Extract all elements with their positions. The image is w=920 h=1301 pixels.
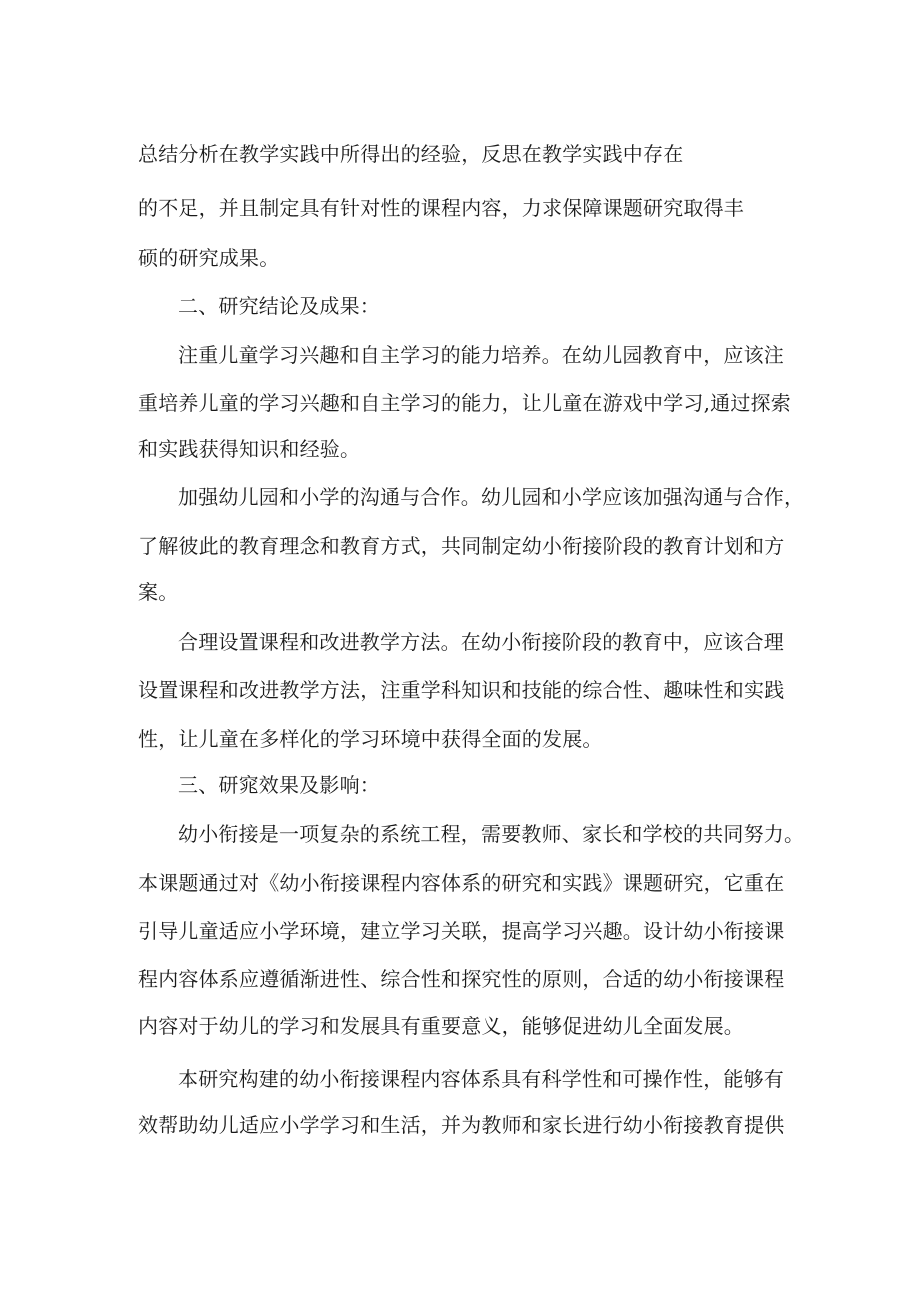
text-line: 和实践获得知识和经验。 — [138, 437, 361, 461]
text-line: 设置课程和改进教学方法，注重学科知识和技能的综合性、趣味性和实践 — [138, 678, 785, 702]
text-line: 注重儿童学习兴趣和自主学习的能力培养。在幼儿园教育中，应该注 — [178, 343, 784, 367]
text-line: 了解彼此的教育理念和教育方式，共同制定幼小衔接阶段的教育计划和方 — [138, 534, 785, 558]
section-heading: 二、研究结论及成果： — [178, 294, 380, 318]
text-line: 案。 — [138, 580, 179, 604]
text-line: 合理设置课程和改进教学方法。在幼小衔接阶段的教育中，应该合理 — [178, 630, 784, 654]
text-line: 幼小衔接是一项复杂的系统工程，需要教师、家长和学校的共同努力。 — [178, 822, 805, 846]
text-line: 程内容体系应遵循渐进性、综合性和探究性的原则，合适的幼小衔接课程 — [138, 967, 785, 991]
section-heading: 三、研窕效果及影响： — [178, 773, 380, 797]
text-line: 加强幼儿园和小学的沟通与合作。幼儿园和小学应该加强沟通与合作， — [178, 485, 805, 509]
text-line: 本课题通过对《幼小衔接课程内容体系的研究和实践》课题研究，它重在 — [138, 871, 785, 895]
text-line: 总结分析在教学实践中所得出的经验，反思在教学实践中存在 — [138, 142, 684, 166]
text-line: 性，让儿童在多样化的学习环境中获得全面的发展。 — [138, 727, 603, 751]
text-line: 重培养儿童的学习兴趣和自主学习的能力，让儿童在游戏中学习,通过探索 — [138, 391, 791, 415]
text-line: 本研究构建的幼小衔接课程内容体系具有科学性和可操作性，能够有 — [178, 1067, 784, 1091]
text-line: 硕的研究成果。 — [138, 246, 280, 270]
text-line: 效帮助幼儿适应小学学习和生活，并为教师和家长进行幼小衔接教育提供 — [138, 1113, 785, 1137]
text-line: 内容对于幼儿的学习和发展具有重要意义，能够促进幼儿全面发展。 — [138, 1014, 744, 1038]
text-line: 的不足，并且制定具有针对性的课程内容，力求保障课题研究取得丰 — [138, 196, 744, 220]
text-line: 引导儿童适应小学环境，建立学习关联，提高学习兴趣。设计幼小衔接课 — [138, 919, 785, 943]
